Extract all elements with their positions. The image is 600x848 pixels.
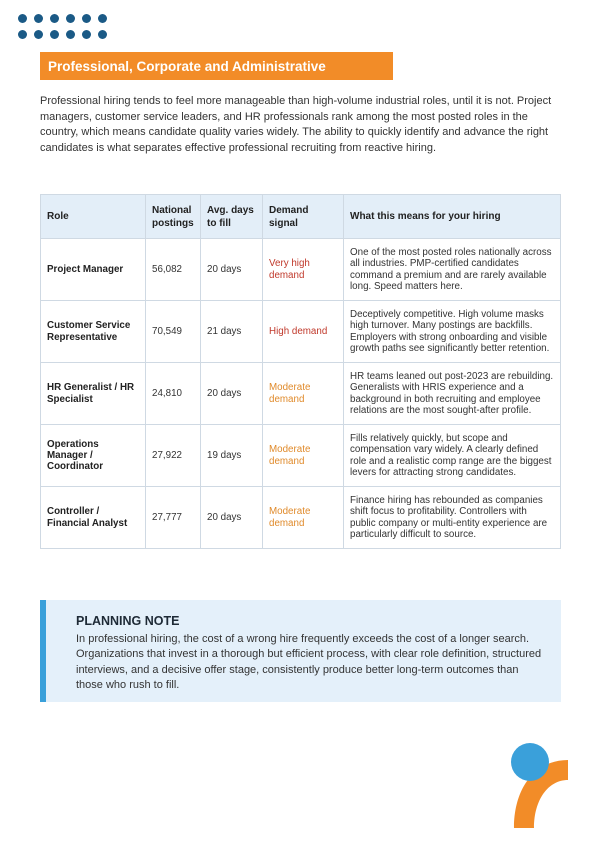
days-cell: 21 days: [201, 301, 263, 363]
header-meaning: What this means for your hiring: [344, 195, 561, 239]
dot-icon: [98, 30, 107, 39]
demand-signal-cell: Moderate demand: [263, 487, 344, 549]
table-header-row: [41, 195, 561, 239]
dot-icon: [18, 30, 27, 39]
header-days-to-fill: Avg. days to fill: [201, 195, 263, 239]
dot-icon: [66, 14, 75, 23]
postings-cell: 27,922: [146, 425, 201, 487]
planning-note-body: In professional hiring, the cost of a wrong hire frequently exceeds the cost of a longer search. Organizations that invest in a thorough but efficient process, with clear role definition, structured interviews, and a decisive offer stage, consistently produce better long-term outcomes than those who rush to fill.: [76, 633, 542, 692]
decorative-corner-graphic: [500, 740, 570, 830]
intro-paragraph: Professional hiring tends to feel more manageable than high-volume industrial roles, until it is not. Project managers, customer service leaders, and HR professionals rank among the most posted roles in the country, which means candidate quality varies widely. The ability to quickly identify and advance the right candidates is what separates effective professional recruiting from reactive hiring.: [40, 95, 552, 154]
demand-signal-cell: Moderate demand: [263, 363, 344, 425]
meaning-cell: One of the most posted roles nationally across all industries. PMP-certified candidates command a premium and are rarely available long. Speed matters here.: [344, 239, 561, 301]
postings-cell: 27,777: [146, 487, 201, 549]
meaning-cell: Finance hiring has rebounded as companies shift focus to profitability. Controllers with public company or multi-entity experience are particularly difficult to source.: [344, 487, 561, 549]
dot-icon: [82, 14, 91, 23]
days-cell: 19 days: [201, 425, 263, 487]
days-cell: 20 days: [201, 363, 263, 425]
demand-signal-cell: High demand: [263, 301, 344, 363]
dot-icon: [34, 14, 43, 23]
section-title: Professional, Corporate and Administrative: [40, 52, 393, 80]
table-row: [41, 487, 561, 549]
role-cell: Project Manager: [41, 239, 146, 301]
role-cell: Operations Manager / Coordinator: [41, 425, 146, 487]
role-cell: HR Generalist / HR Specialist: [41, 363, 146, 425]
postings-cell: 24,810: [146, 363, 201, 425]
demand-signal-cell: Very high demand: [263, 239, 344, 301]
planning-note-title: PLANNING NOTE: [76, 614, 180, 628]
postings-cell: 70,549: [146, 301, 201, 363]
dot-icon: [50, 14, 59, 23]
dot-icon: [66, 30, 75, 39]
table-row: [41, 363, 561, 425]
meaning-cell: Fills relatively quickly, but scope and compensation vary widely. A clearly defined role and a realistic comp range are the biggest levers for attracting strong candidates.: [344, 425, 561, 487]
dot-icon: [50, 30, 59, 39]
meaning-cell: HR teams leaned out post-2023 are rebuilding. Generalists with HRIS experience and a background in both recruiting and employee relations are the most sought-after profile.: [344, 363, 561, 425]
days-cell: 20 days: [201, 239, 263, 301]
meaning-cell: Deceptively competitive. High volume masks high turnover. Many postings are backfills. Employers with strong onboarding and visible growth paths see significantly better retention.: [344, 301, 561, 363]
roles-table: [40, 194, 561, 549]
dot-icon: [34, 30, 43, 39]
header-postings: National postings: [146, 195, 201, 239]
days-cell: 20 days: [201, 487, 263, 549]
dot-icon: [82, 30, 91, 39]
table-row: [41, 239, 561, 301]
role-cell: Controller / Financial Analyst: [41, 487, 146, 549]
decorative-dot-grid: [18, 14, 107, 39]
dot-icon: [98, 14, 107, 23]
table-row: [41, 425, 561, 487]
planning-note: [40, 600, 561, 702]
postings-cell: 56,082: [146, 239, 201, 301]
dot-icon: [18, 14, 27, 23]
blue-circle-shape: [511, 743, 549, 781]
header-demand-signal: Demand signal: [263, 195, 344, 239]
table-row: [41, 301, 561, 363]
demand-signal-cell: Moderate demand: [263, 425, 344, 487]
role-cell: Customer Service Representative: [41, 301, 146, 363]
header-role: Role: [41, 195, 146, 239]
